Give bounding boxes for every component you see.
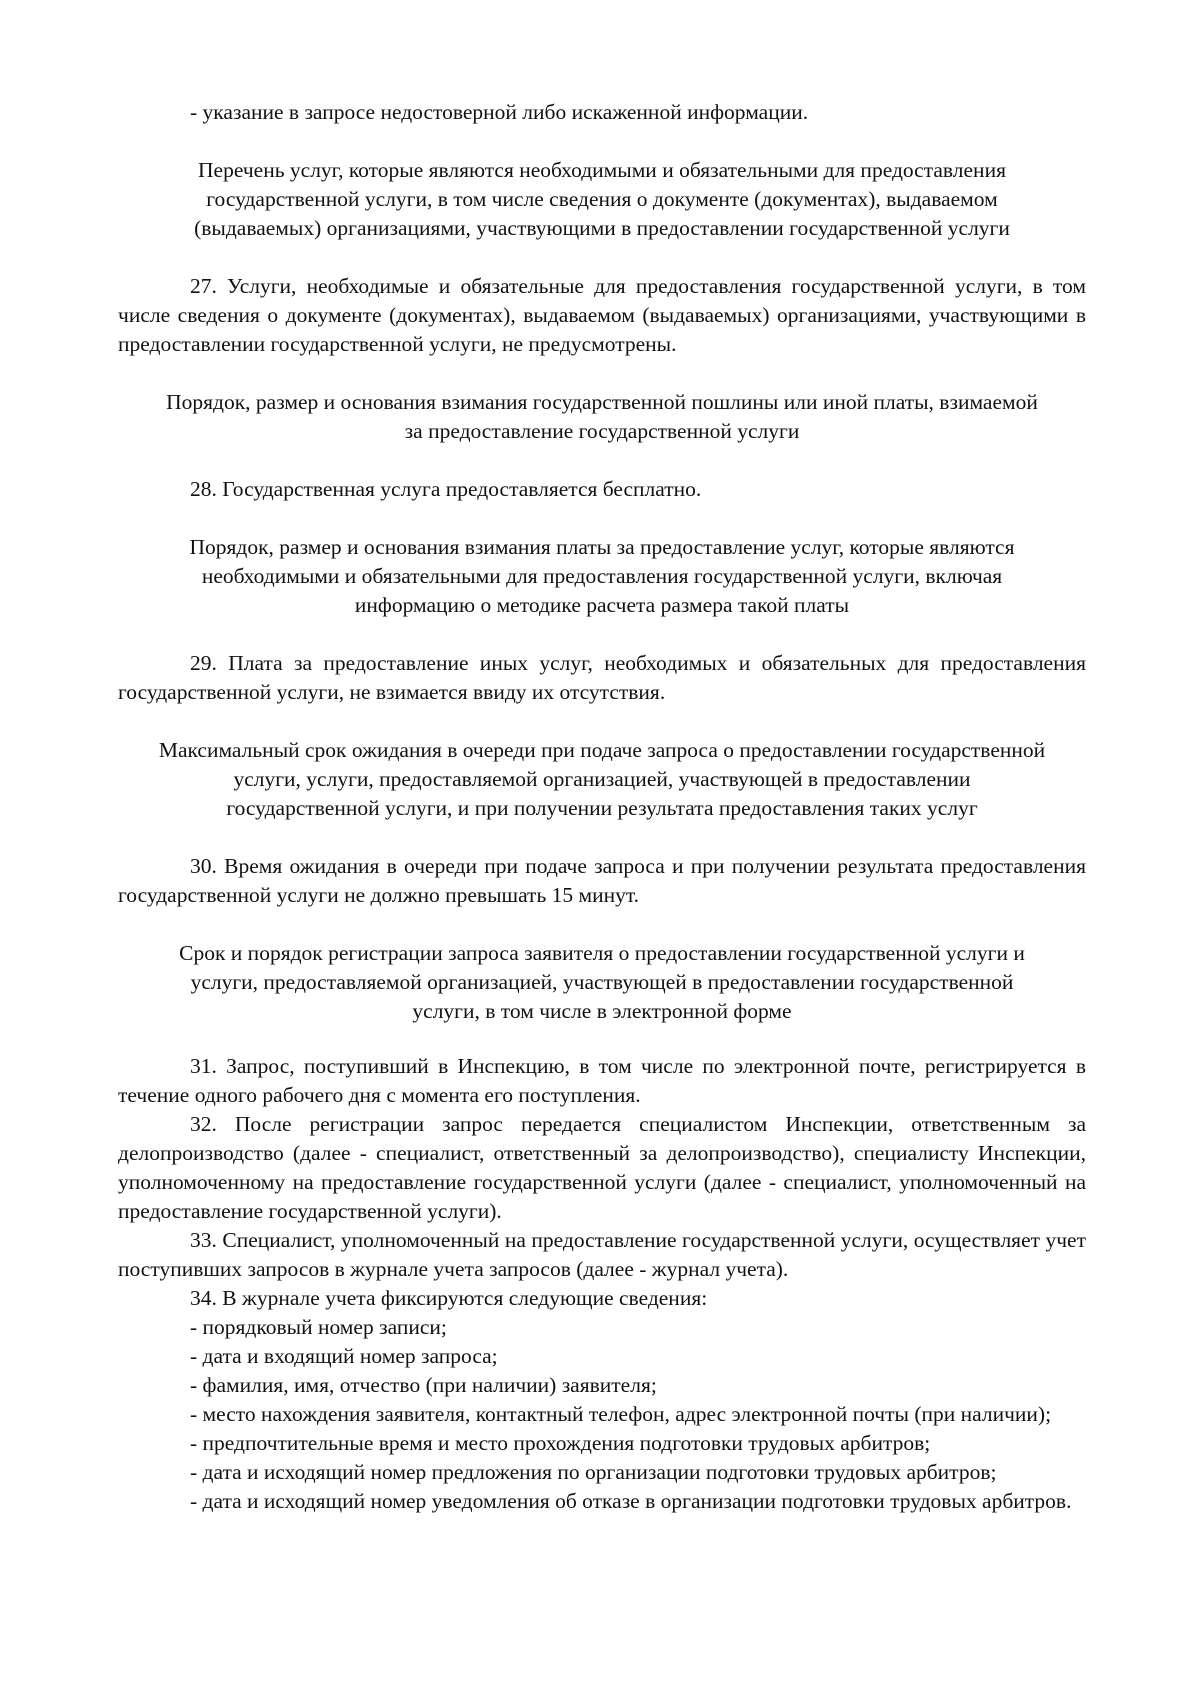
- document-page: [118, 98, 1086, 1516]
- spacer: [118, 620, 1086, 649]
- paragraph-30: 30. Время ожидания в очереди при подаче запроса и при получении результата предоставления государственной услуги не должно превышать 15 минут.: [118, 854, 1086, 907]
- spacer: [118, 823, 1086, 852]
- spacer: [118, 243, 1086, 272]
- spacer: [118, 1026, 1086, 1052]
- list-item: - порядковый номер записи;: [190, 1315, 447, 1339]
- paragraph-32: 32. После регистрации запрос передается специалистом Инспекции, ответственным за делопроизводство (далее - специалист, ответственный за делопроизводство), специалисту Инспекции, уполномоченному на предоставление государственной услуги (далее - специалист, уполномоченный на предоставление государственной услуги).: [118, 1112, 1086, 1223]
- paragraph-33: 33. Специалист, уполномоченный на предоставление государственной услуги, осуществляет учет поступивших запросов в журнале учета запросов (далее - журнал учета).: [118, 1228, 1086, 1281]
- section-heading-registration: Срок и порядок регистрации запроса заявителя о предоставлении государственной услуги и услуги, предоставляемой организацией, участвующей в предоставлении государственной услуги, в том числе в электронной форме: [179, 941, 1025, 1023]
- spacer: [118, 446, 1086, 475]
- spacer: [118, 127, 1086, 156]
- list-item: - дата и исходящий номер предложения по организации подготовки трудовых арбитров;: [190, 1460, 997, 1484]
- spacer: [118, 504, 1086, 533]
- paragraph-29: 29. Плата за предоставление иных услуг, необходимых и обязательных для предоставления государственной услуги, не взимается ввиду их отсутствия.: [118, 651, 1086, 704]
- spacer: [118, 910, 1086, 939]
- paragraph-28: 28. Государственная услуга предоставляется бесплатно.: [190, 477, 702, 501]
- section-heading-queue-time: Максимальный срок ожидания в очереди при подаче запроса о предоставлении государственной услуги, услуги, предоставляемой организацией, участвующей в предоставлении государственной услуги, и при получении результата предоставления таких услуг: [158, 738, 1046, 820]
- spacer: [118, 707, 1086, 736]
- list-item: - дата и входящий номер запроса;: [190, 1344, 498, 1368]
- section-heading-service-fee: Порядок, размер и основания взимания платы за предоставление услуг, которые являются необходимыми и обязательными для предоставления государственной услуги, включая информацию о методике расчета размера такой платы: [189, 535, 1015, 617]
- paragraph-31: 31. Запрос, поступивший в Инспекцию, в том числе по электронной почте, регистрируется в течение одного рабочего дня с момента его поступления.: [118, 1054, 1086, 1107]
- list-item: - предпочтительные время и место прохождения подготовки трудовых арбитров;: [190, 1431, 931, 1455]
- list-item: - дата и исходящий номер уведомления об отказе в организации подготовки трудовых арбитров.: [190, 1489, 1072, 1513]
- list-item-invalid-info: - указание в запросе недостоверной либо искаженной информации.: [190, 100, 809, 124]
- section-heading-required-services: Перечень услуг, которые являются необходимыми и обязательными для предоставления государственной услуги, в том числе сведения о документе (документах), выдаваемом (выдаваемых) организациями, участвующими в предоставлении государственной услуги: [194, 158, 1010, 240]
- paragraph-34: 34. В журнале учета фиксируются следующие сведения:: [190, 1286, 708, 1310]
- list-item: - фамилия, имя, отчество (при наличии) заявителя;: [190, 1373, 657, 1397]
- section-heading-state-fee: Порядок, размер и основания взимания государственной пошлины или иной платы, взимаемой за предоставление государственной услуги: [166, 390, 1038, 443]
- spacer: [118, 359, 1086, 388]
- list-item: - место нахождения заявителя, контактный телефон, адрес электронной почты (при наличии);: [190, 1402, 1052, 1426]
- paragraph-27: 27. Услуги, необходимые и обязательные для предоставления государственной услуги, в том числе сведения о документе (документах), выдаваемом (выдаваемых) организациями, участвующими в предоставлении государственной услуги, не предусмотрены.: [118, 274, 1086, 356]
